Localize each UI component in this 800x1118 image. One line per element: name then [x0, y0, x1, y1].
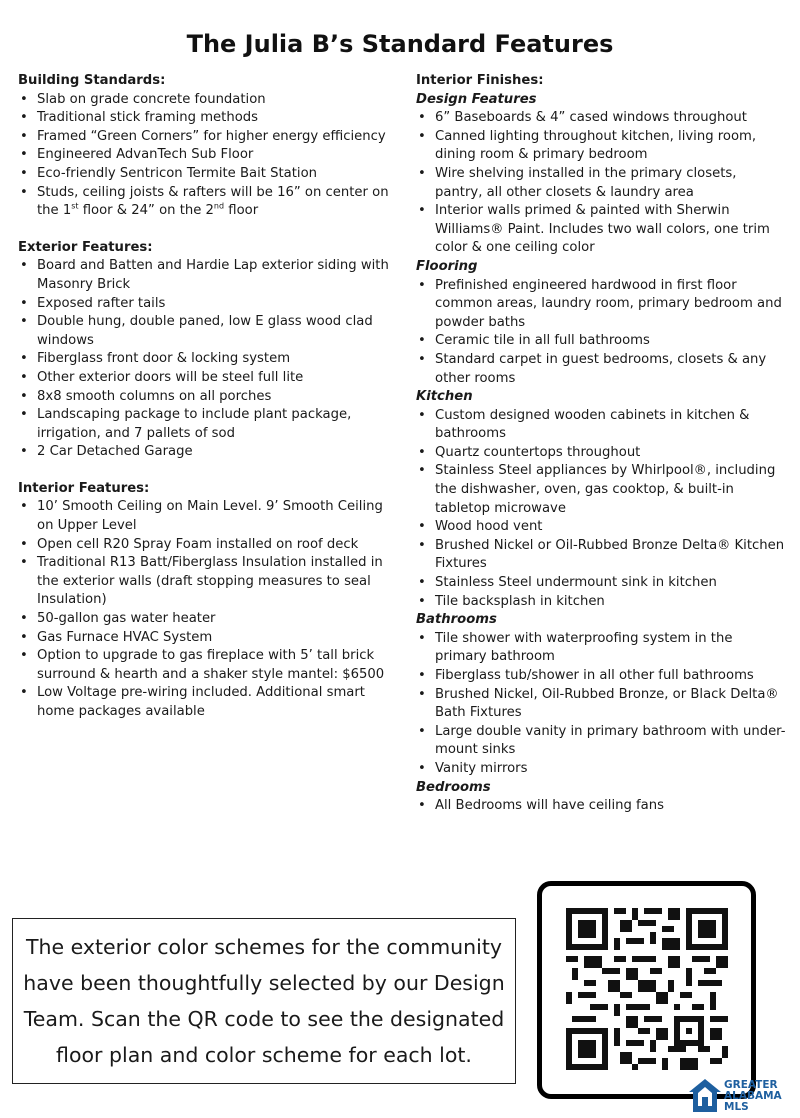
- bedrooms-list: [416, 797, 788, 816]
- list-item: • Stainless Steel undermount sink in kitchen: [416, 574, 788, 593]
- list-item: • Wire shelving installed in the primary closets, pantry, all other closets & laundry area: [416, 165, 788, 202]
- qr-code-icon[interactable]: [566, 908, 728, 1070]
- studs-sup-1: st: [71, 201, 79, 211]
- list-item: • 10’ Smooth Ceiling on Main Level. 9’ Smooth Ceiling on Upper Level: [18, 498, 403, 535]
- interior-features-heading: Interior Features:: [18, 480, 150, 496]
- list-item: • 8x8 smooth columns on all porches: [18, 388, 403, 407]
- list-item: • Brushed Nickel, Oil-Rubbed Bronze, or Black Delta® Bath Fixtures: [416, 686, 788, 723]
- list-item: • Stainless Steel appliances by Whirlpool®, including the dishwasher, oven, gas cooktop, & built-in tabletop microwave: [416, 462, 788, 518]
- list-item: • Custom designed wooden cabinets in kitchen & bathrooms: [416, 407, 788, 444]
- page-title: The Julia B’s Standard Features: [186, 30, 614, 58]
- flooring-heading: Flooring: [416, 258, 478, 274]
- list-item: • Double hung, double paned, low E glass wood clad windows: [18, 313, 403, 350]
- kitchen-heading: Kitchen: [416, 389, 473, 405]
- list-item: • Exposed rafter tails: [18, 295, 403, 314]
- qr-code-frame[interactable]: [537, 881, 756, 1099]
- list-item: • Low Voltage pre-wiring included. Additional smart home packages available: [18, 684, 403, 721]
- list-item: • Slab on grade concrete foundation: [18, 91, 403, 110]
- list-item: • Large double vanity in primary bathroom with under-mount sinks: [416, 723, 788, 760]
- list-item: • Tile backsplash in kitchen: [416, 593, 788, 612]
- list-item: • Option to upgrade to gas fireplace with 5’ tall brick surround & hearth and a shaker style mantel: $6500: [18, 647, 403, 684]
- list-item: • Interior walls primed & painted with Sherwin Williams® Paint. Includes two wall colors, one trim color & one ceiling color: [416, 202, 788, 258]
- list-item: • Traditional stick framing methods: [18, 109, 403, 128]
- building-standards-heading: Building Standards:: [18, 73, 166, 88]
- studs-sup-2: nd: [213, 201, 225, 211]
- flooring-list: [416, 277, 788, 389]
- list-item: • 50-gallon gas water heater: [18, 610, 403, 629]
- bedrooms-heading: Bedrooms: [416, 779, 491, 795]
- color-scheme-note-text: The exterior color schemes for the community have been thoughtfully selected by our Design Team. Scan the QR code to see the designated floor plan and color scheme for each lot.: [23, 935, 505, 1067]
- mls-line-2: ALABAMA: [724, 1090, 782, 1102]
- kitchen-list: [416, 407, 788, 612]
- left-column: [18, 72, 403, 722]
- list-item: • Ceramic tile in all full bathrooms: [416, 332, 788, 351]
- list-item: • 2 Car Detached Garage: [18, 443, 403, 462]
- mls-logo-text: [724, 1080, 782, 1113]
- list-item: • Engineered AdvanTech Sub Floor: [18, 146, 403, 165]
- list-item: • All Bedrooms will have ceiling fans: [416, 797, 788, 816]
- studs-text-a: Studs, ceiling joists & rafters will be 16” on center on the 1: [37, 184, 389, 219]
- color-scheme-note-box: [12, 918, 516, 1084]
- list-item: • Wood hood vent: [416, 518, 788, 537]
- list-item: • Landscaping package to include plant package, irrigation, and 7 pallets of sod: [18, 406, 403, 443]
- list-item: • Prefinished engineered hardwood in first floor common areas, laundry room, primary bedroom and powder baths: [416, 277, 788, 333]
- mls-line-3: MLS: [724, 1101, 749, 1113]
- list-item: • Quartz countertops throughout: [416, 444, 788, 463]
- studs-text-c: floor: [224, 203, 259, 219]
- design-features-list: [416, 109, 788, 258]
- list-item-studs: [18, 184, 403, 221]
- building-standards-list: [18, 91, 403, 221]
- interior-finishes-heading: Interior Finishes:: [416, 73, 544, 88]
- list-item: • Canned lighting throughout kitchen, living room, dining room & primary bedroom: [416, 128, 788, 165]
- right-column: [416, 72, 788, 816]
- exterior-features-list: [18, 257, 403, 462]
- list-item: • Vanity mirrors: [416, 760, 788, 779]
- list-item: • Board and Batten and Hardie Lap exterior siding with Masonry Brick: [18, 257, 403, 294]
- exterior-features-heading: Exterior Features:: [18, 239, 153, 255]
- list-item: • Open cell R20 Spray Foam installed on roof deck: [18, 536, 403, 555]
- design-features-heading: Design Features: [416, 91, 537, 107]
- list-item: • Other exterior doors will be steel full lite: [18, 369, 403, 388]
- mls-line-1: GREATER: [724, 1079, 778, 1091]
- list-item: • Standard carpet in guest bedrooms, closets & any other rooms: [416, 351, 788, 388]
- list-item: • Traditional R13 Batt/Fiberglass Insulation installed in the exterior walls (draft stopping measures to seal Insulation): [18, 554, 403, 610]
- bathrooms-list: [416, 630, 788, 779]
- list-item: • Fiberglass tub/shower in all other full bathrooms: [416, 667, 788, 686]
- list-item: • Brushed Nickel or Oil-Rubbed Bronze Delta® Kitchen Fixtures: [416, 537, 788, 574]
- studs-text-b: floor & 24” on the 2: [78, 203, 214, 219]
- interior-features-list: [18, 498, 403, 721]
- list-item: • Fiberglass front door & locking system: [18, 350, 403, 369]
- list-item: • Framed “Green Corners” for higher energy efficiency: [18, 128, 403, 147]
- greater-alabama-mls-logo: [688, 1076, 800, 1116]
- list-item: • Eco-friendly Sentricon Termite Bait Station: [18, 165, 403, 184]
- house-logo-icon: [688, 1078, 722, 1114]
- list-item: • Gas Furnace HVAC System: [18, 629, 403, 648]
- list-item: • 6” Baseboards & 4” cased windows throughout: [416, 109, 788, 128]
- bathrooms-heading: Bathrooms: [416, 612, 497, 628]
- list-item: • Tile shower with waterproofing system in the primary bathroom: [416, 630, 788, 667]
